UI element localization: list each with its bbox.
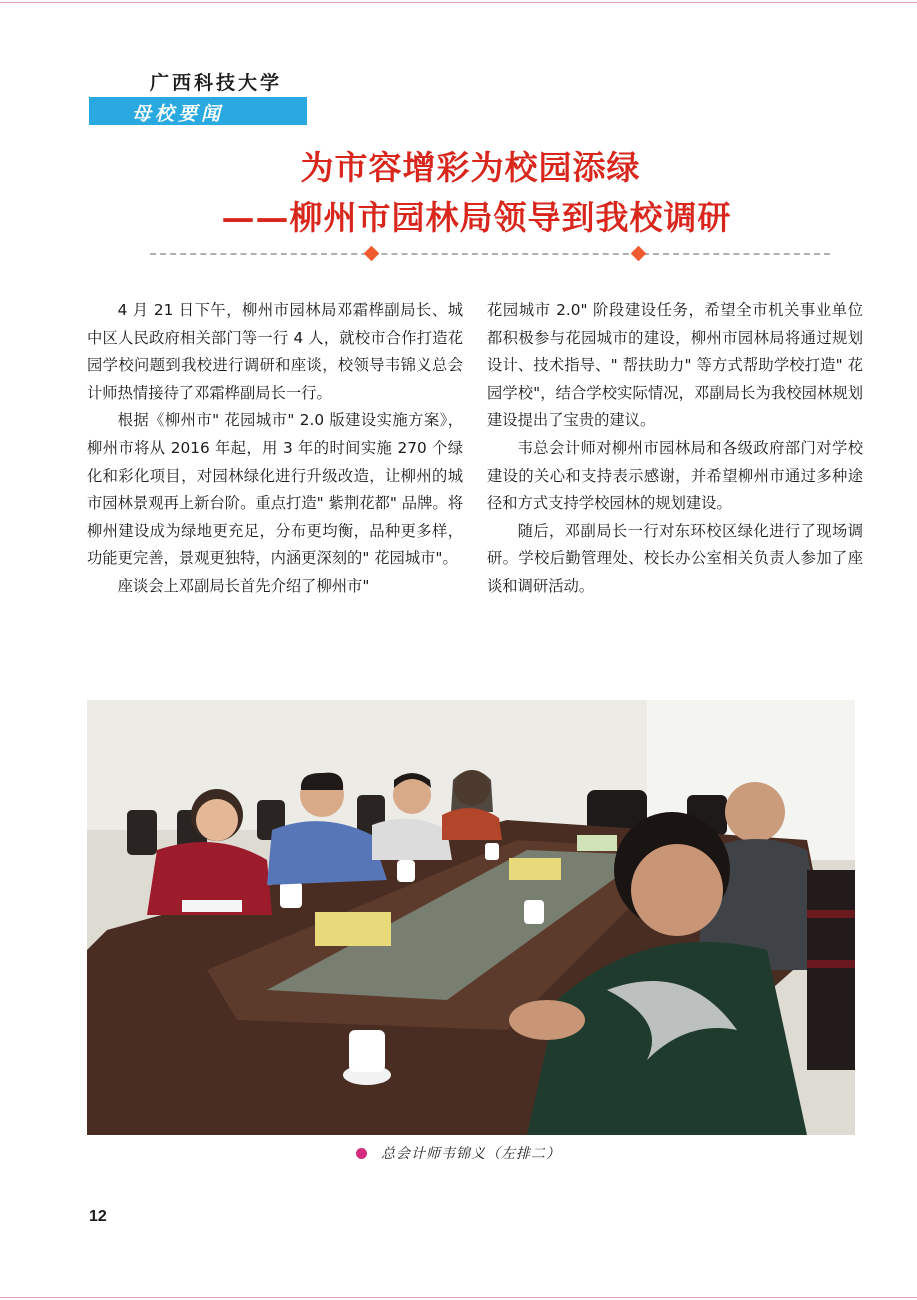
page-number: 12 xyxy=(89,1208,107,1225)
caption-bullet-icon xyxy=(356,1148,367,1159)
photo-caption xyxy=(0,1143,917,1163)
divider-diamond-icon xyxy=(631,246,647,262)
section-tag-label: 母校要闻 xyxy=(132,103,225,125)
article-column-right xyxy=(487,297,863,601)
section-tag xyxy=(89,97,307,125)
paragraph: 4 月 21 日下午，柳州市园林局邓霜桦副局长、城中区人民政府相关部门等一行 4 人，就校市合作打造花园学校问题到我校进行调研和座谈，校领导韦锦义总会计师热情接待了邓霜桦副局长一行。 xyxy=(87,301,463,402)
paragraph: 韦总会计师对柳州市园林局和各级政府部门对学校建设的关心和支持表示感谢，并希望柳州市通过多种途径和方式支持学校园林的规划建设。 xyxy=(487,438,863,513)
paragraph: 随后，邓副局长一行对东环校区绿化进行了现场调研。学校后勤管理处、校长办公室相关负责人参加了座谈和调研活动。 xyxy=(487,521,863,595)
paragraph: 座谈会上邓副局长首先介绍了柳州市" xyxy=(117,576,370,595)
top-border-line xyxy=(0,2,917,3)
article-column-left xyxy=(87,297,463,601)
university-name: 广西科技大学 xyxy=(150,72,283,94)
headline-subtitle: ——柳州市园林局领导到我校调研 xyxy=(221,198,732,237)
title-divider xyxy=(150,253,830,255)
paragraph: 根据《柳州市" 花园城市" 2.0 版建设实施方案》，柳州市将从 2016 年起，用 3 年的时间实施 270 个绿化和彩化项目，对园林绿化进行升级改造，让柳州的城市园林景观再上新台阶。重点打造" 紫荆花都" 品牌。将柳州建设成为绿地更充足，分布更均衡，品种更多样，功能更完善，景观更独特，内涵更深刻的" 花园城市"。 xyxy=(87,411,463,568)
meeting-photo-illustration xyxy=(87,700,855,1135)
divider-diamond-icon xyxy=(364,246,380,262)
photo-caption-text: 总会计师韦锦义（左排二） xyxy=(381,1146,561,1162)
headline-title: 为市容增彩为校园添绿 xyxy=(300,148,641,187)
bottom-border-line xyxy=(0,1297,917,1298)
paragraph: 花园城市 2.0" 阶段建设任务，希望全市机关事业单位都积极参与花园城市的建设，柳州市园林局将通过规划设计、技术指导、" 帮扶助力" 等方式帮助学校打造" 花园学校"，结合学校实际情况，邓副局长为我校园林规划建设提出了宝贵的建议。 xyxy=(487,301,863,430)
meeting-photo xyxy=(87,700,855,1135)
